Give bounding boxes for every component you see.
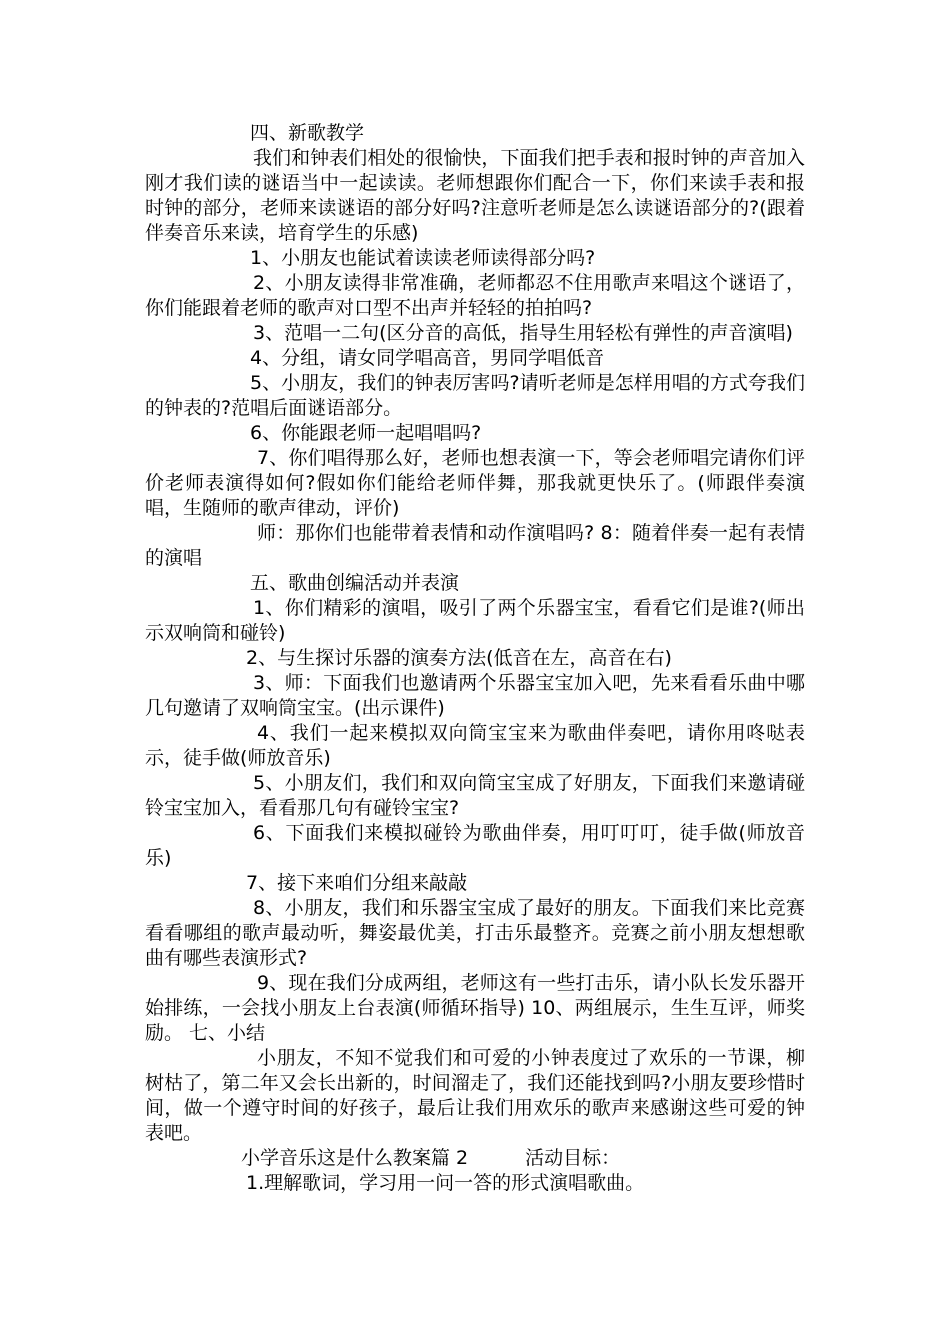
paragraph-creation-step-3: 3、师：下面我们也邀请两个乐器宝宝加入吧，先来看看乐曲中哪几句邀请了双响筒宝宝。(出示课件)	[145, 672, 805, 719]
paragraph-teacher-question: 师：那你们也能带着表情和动作演唱吗? 8：随着伴奏一起有表情的演唱	[145, 522, 805, 569]
paragraph-creation-step-2: 2、与生探讨乐器的演奏方法(低音在左，高音在右)	[246, 647, 672, 669]
paragraph-creation-step-5: 5、小朋友们，我们和双向筒宝宝成了好朋友，下面我们来邀请碰铃宝宝加入，看看那几句有碰铃宝宝?	[145, 772, 805, 819]
paragraph-creation-step-8: 8、小朋友，我们和乐器宝宝成了最好的朋友。下面我们来比竞赛看看哪组的歌声最动听，舞姿最优美，打击乐最整齐。竞赛之前小朋友想想歌曲有哪些表演形式?	[145, 897, 805, 969]
section-heading-new-song-teaching: 四、新歌教学	[250, 122, 365, 144]
paragraph-creation-step-9: 9、现在我们分成两组，老师这有一些打击乐，请小队长发乐器开始排练，一会找小朋友上台表演(师循环指导) 10、两组展示，生生互评，师奖励。 七、小结	[145, 972, 805, 1044]
paragraph-intro: 我们和钟表们相处的很愉快，下面我们把手表和报时钟的声音加入刚才我们读的谜语当中一起读读。老师想跟你们配合一下，你们来读手表和报时钟的部分，老师来读谜语的部分好吗?注意听老师是怎么读谜语部分的?(跟着伴奏音乐来读，培育学生的乐感)	[145, 147, 805, 244]
paragraph-creation-step-1: 1、你们精彩的演唱，吸引了两个乐器宝宝，看看它们是谁?(师出示双响筒和碰铃)	[145, 597, 805, 644]
paragraph-step-1: 1、小朋友也能试着读读老师读得部分吗?	[250, 247, 596, 269]
paragraph-creation-step-7: 7、接下来咱们分组来敲敲	[246, 872, 468, 894]
paragraph-lesson-plan-title: 小学音乐这是什么教案篇 2 活动目标：	[241, 1147, 621, 1169]
paragraph-step-6: 6、你能跟老师一起唱唱吗?	[250, 422, 482, 444]
paragraph-step-5: 5、小朋友，我们的钟表厉害吗?请听老师是怎样用唱的方式夸我们的钟表的?范唱后面谜语部分。	[145, 372, 805, 419]
paragraph-creation-step-4: 4、我们一起来模拟双向筒宝宝来为歌曲伴奏吧，请你用咚哒表示，徒手做(师放音乐)	[145, 722, 805, 769]
paragraph-step-4: 4、分组，请女同学唱高音，男同学唱低音	[250, 347, 605, 369]
paragraph-step-3: 3、范唱一二句(区分音的高低，指导生用轻松有弹性的声音演唱)	[253, 322, 793, 344]
paragraph-summary: 小朋友，不知不觉我们和可爱的小钟表度过了欢乐的一节课，柳树枯了，第二年又会长出新的，时间溜走了，我们还能找到吗?小朋友要珍惜时间，做一个遵守时间的好孩子，最后让我们用欢乐的歌声来感谢这些可爱的钟表吧。	[145, 1047, 805, 1144]
paragraph-creation-step-6: 6、下面我们来模拟碰铃为歌曲伴奏，用叮叮叮，徒手做(师放音乐)	[145, 822, 805, 869]
document-body	[145, 121, 805, 1196]
paragraph-objective-1: 1.理解歌词，学习用一问一答的形式演唱歌曲。	[246, 1172, 645, 1194]
section-heading-song-creation: 五、歌曲创编活动并表演	[250, 572, 460, 594]
paragraph-step-7: 7、你们唱得那么好，老师也想表演一下，等会老师唱完请你们评价老师表演得如何?假如你们能给老师伴舞，那我就更快乐了。(师跟伴奏演唱，生随师的歌声律动，评价)	[145, 447, 805, 519]
paragraph-step-2: 2、小朋友读得非常准确，老师都忍不住用歌声来唱这个谜语了，你们能跟着老师的歌声对口型不出声并轻轻的拍拍吗?	[145, 272, 805, 319]
